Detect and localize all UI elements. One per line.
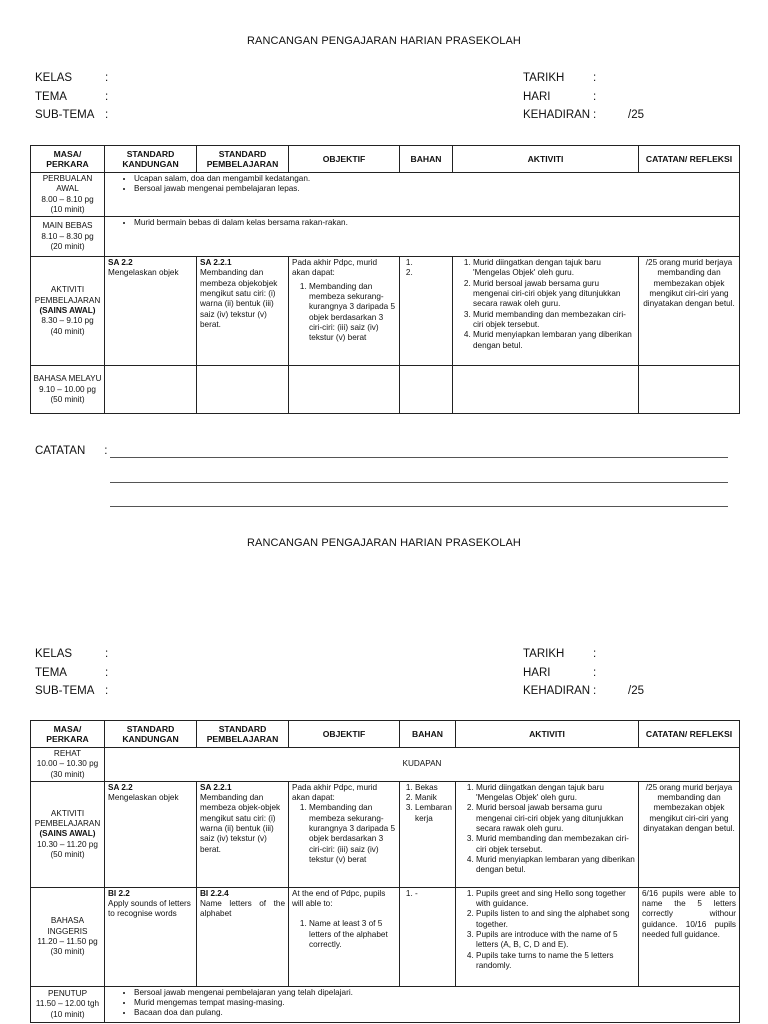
masa-rehat: REHAT 10.00 – 10.30 pg (30 minit) <box>31 748 105 782</box>
sk-cell: SA 2.2 Mengelaskan objek <box>105 257 197 366</box>
catatan-label: CATATAN : <box>35 445 108 457</box>
col-catatan: CATATAN/ REFLEKSI <box>639 146 740 173</box>
subtema-label: SUB-TEMA <box>35 109 95 121</box>
catatan-line-3 <box>110 506 728 507</box>
col-aktiviti: AKTIVITI <box>453 146 639 173</box>
col-bahan: BAHAN <box>400 146 453 173</box>
table-header-row: MASA/ PERKARA STANDARD KANDUNGAN STANDARD PEMBELAJARAN OBJEKTIF BAHAN AKTIVITI CATATAN/ REFLEKSI <box>31 721 740 748</box>
table-row <box>31 986 740 1022</box>
header-left-2: KELAS : TEMA : SUB-TEMA : <box>35 648 109 697</box>
page-title-2: RANCANGAN PENGAJARAN HARIAN PRASEKOLAH <box>247 537 521 549</box>
table-row <box>31 257 740 366</box>
col-sp: STANDARD PEMBELAJARAN <box>197 146 289 173</box>
empty-cell <box>105 366 197 414</box>
table-row <box>31 217 740 257</box>
perbualan-content: • Ucapan salam, doa dan mengambil kedatangan. • Bersoal jawab mengenai pembelajaran lepas. <box>105 173 740 217</box>
header-right-1: TARIKH : HARI : KEHADIRAN : /25 <box>523 69 644 125</box>
empty-cell <box>400 366 453 414</box>
bahan-cell <box>400 257 453 366</box>
empty-cell <box>289 366 400 414</box>
kehadiran-label: KEHADIRAN <box>523 109 591 121</box>
masa-main-bebas: MAIN BEBAS 8.10 – 8.30 pg (20 minit) <box>31 217 105 257</box>
table-row <box>31 748 740 782</box>
masa-penutup: PENUTUP 11.50 – 12.00 tgh (10 minit) <box>31 986 105 1022</box>
table-row: BAHASA INGGERIS 11.20 – 11.50 pg (30 minit) BI 2.2 Apply sounds of letters to recognise words BI 2.2.4 Name letters of the alphabet At the end of Pdpc, pupils will able to: 1. Name at least 3 of 5 letters of the alphabet correctly. 1. - 1. Pupils greet and sing Hello song together with guidance. 2. Pupils listen to and sing the alphabet song together. 3. Pupils are introduce with the name of 5 letters (A, B, C, D and E). 4. Pupils take turns to name the 5 letters randomly. 6/16 pupils were able to name the 5 letters correctly withour guidance. 10/16 pupils needed full guidance. <box>31 887 740 986</box>
catatan-line-2 <box>110 482 728 483</box>
lesson-table-2 <box>30 720 740 1023</box>
kehadiran-value: /25 <box>628 109 644 121</box>
col-objektif: OBJEKTIF <box>289 146 400 173</box>
table-row: AKTIVITI PEMBELAJARAN (SAINS AWAL) 10.30 – 11.20 pg (50 minit) SA 2.2 Mengelaskan objek SA 2.2.1 Membanding dan membeza objek-objek mengikut satu ciri: (i) warna (ii) bentuk (iii) saiz (iv) tekstur (v) berat. Pada akhir Pdpc, murid akan dapat: 1. Membanding dan membeza sekurang-kurangnya 3 daripada 5 objek berdasarkan 3 ciri-ciri: (iii) saiz (iv) tekstur (v) berat 1. Bekas 2. Manik 3. Lembaran kerja 1. Murid diingatkan dengan tajuk baru 'Mengelas Objek' oleh guru. 2. Murid bersoal jawab bersama guru mengenai ciri-ciri objek yang ditunjukkan secara rawak oleh guru. 3. Murid membanding dan membezakan ciri-ciri objek tersebut. 4. Murid menyiapkan lembaran yang diberikan dengan betul. /25 orang murid berjaya membanding dan membezakan objek mengikut ciri-ciri yang dinyatakan dengan betul. <box>31 781 740 887</box>
rehat-content: KUDAPAN <box>105 748 740 782</box>
masa-bi: BAHASA INGGERIS 11.20 – 11.50 pg (30 minit) <box>31 887 105 986</box>
masa-perbualan: PERBUALAN AWAL 8.00 – 8.10 pg (10 minit) <box>31 173 105 217</box>
main-bebas-content: • Murid bermain bebas di dalam kelas bersama rakan-rakan. <box>105 217 740 257</box>
masa-sains-2: AKTIVITI PEMBELAJARAN (SAINS AWAL) 10.30 – 11.20 pg (50 minit) <box>31 781 105 887</box>
header-right-2: TARIKH : HARI : KEHADIRAN : /25 <box>523 648 644 697</box>
empty-cell <box>639 366 740 414</box>
table-header-row <box>31 146 740 173</box>
table-row <box>31 173 740 217</box>
empty-cell <box>453 366 639 414</box>
lesson-table-1 <box>30 145 740 414</box>
col-sk: STANDARD KANDUNGAN <box>105 146 197 173</box>
page-title-1: RANCANGAN PENGAJARAN HARIAN PRASEKOLAH <box>247 35 521 47</box>
table-row <box>31 366 740 414</box>
empty-cell <box>197 366 289 414</box>
aktiviti-cell: 1. Murid diingatkan dengan tajuk baru 'Mengelas Objek' oleh guru. 2. Murid bersoal jawab bersama guru mengenai ciri-ciri objek yang ditunjukkan secara rawak oleh guru. 3. Murid membanding dan membezakan ciri-ciri objek tersebut. 4. Murid menyiapkan lembaran yang diberikan dengan betul. <box>453 257 639 366</box>
masa-sains-1: AKTIVITI PEMBELAJARAN (SAINS AWAL) 8.30 – 9.10 pg (40 minit) <box>31 257 105 366</box>
hari-label: HARI <box>523 90 551 103</box>
header-left-1: KELAS : TEMA : SUB-TEMA : <box>35 69 117 125</box>
tarikh-label: TARIKH <box>523 72 565 84</box>
col-masa: MASA/ PERKARA <box>31 146 105 173</box>
catatan-cell: /25 orang murid berjaya membanding dan membezakan objek mengikut ciri-ciri yang dinyatakan dengan betul. <box>639 257 740 366</box>
catatan-line-1 <box>110 457 728 458</box>
objektif-cell: Pada akhir Pdpc, murid akan dapat: 1. Membanding dan membeza sekurang-kurangnya 3 daripada 5 objek berdasarkan 3 ciri-ciri: (iii) saiz (iv) tekstur (v) berat <box>289 257 400 366</box>
penutup-content: • Bersoal jawab mengenai pembelajaran yang telah dipelajari. • Murid mengemas tempat masing-masing. • Bacaan doa dan pulang. <box>105 986 740 1022</box>
tema-label: TEMA <box>35 90 67 103</box>
sp-cell: SA 2.2.1 Membanding dan membeza objekobjek mengikut satu ciri: (i) warna (ii) bentuk (iii) saiz (iv) tekstur (v) berat. <box>197 257 289 366</box>
masa-bm: BAHASA MELAYU 9.10 – 10.00 pg (50 minit) <box>31 366 105 414</box>
kelas-label: KELAS <box>35 72 73 84</box>
